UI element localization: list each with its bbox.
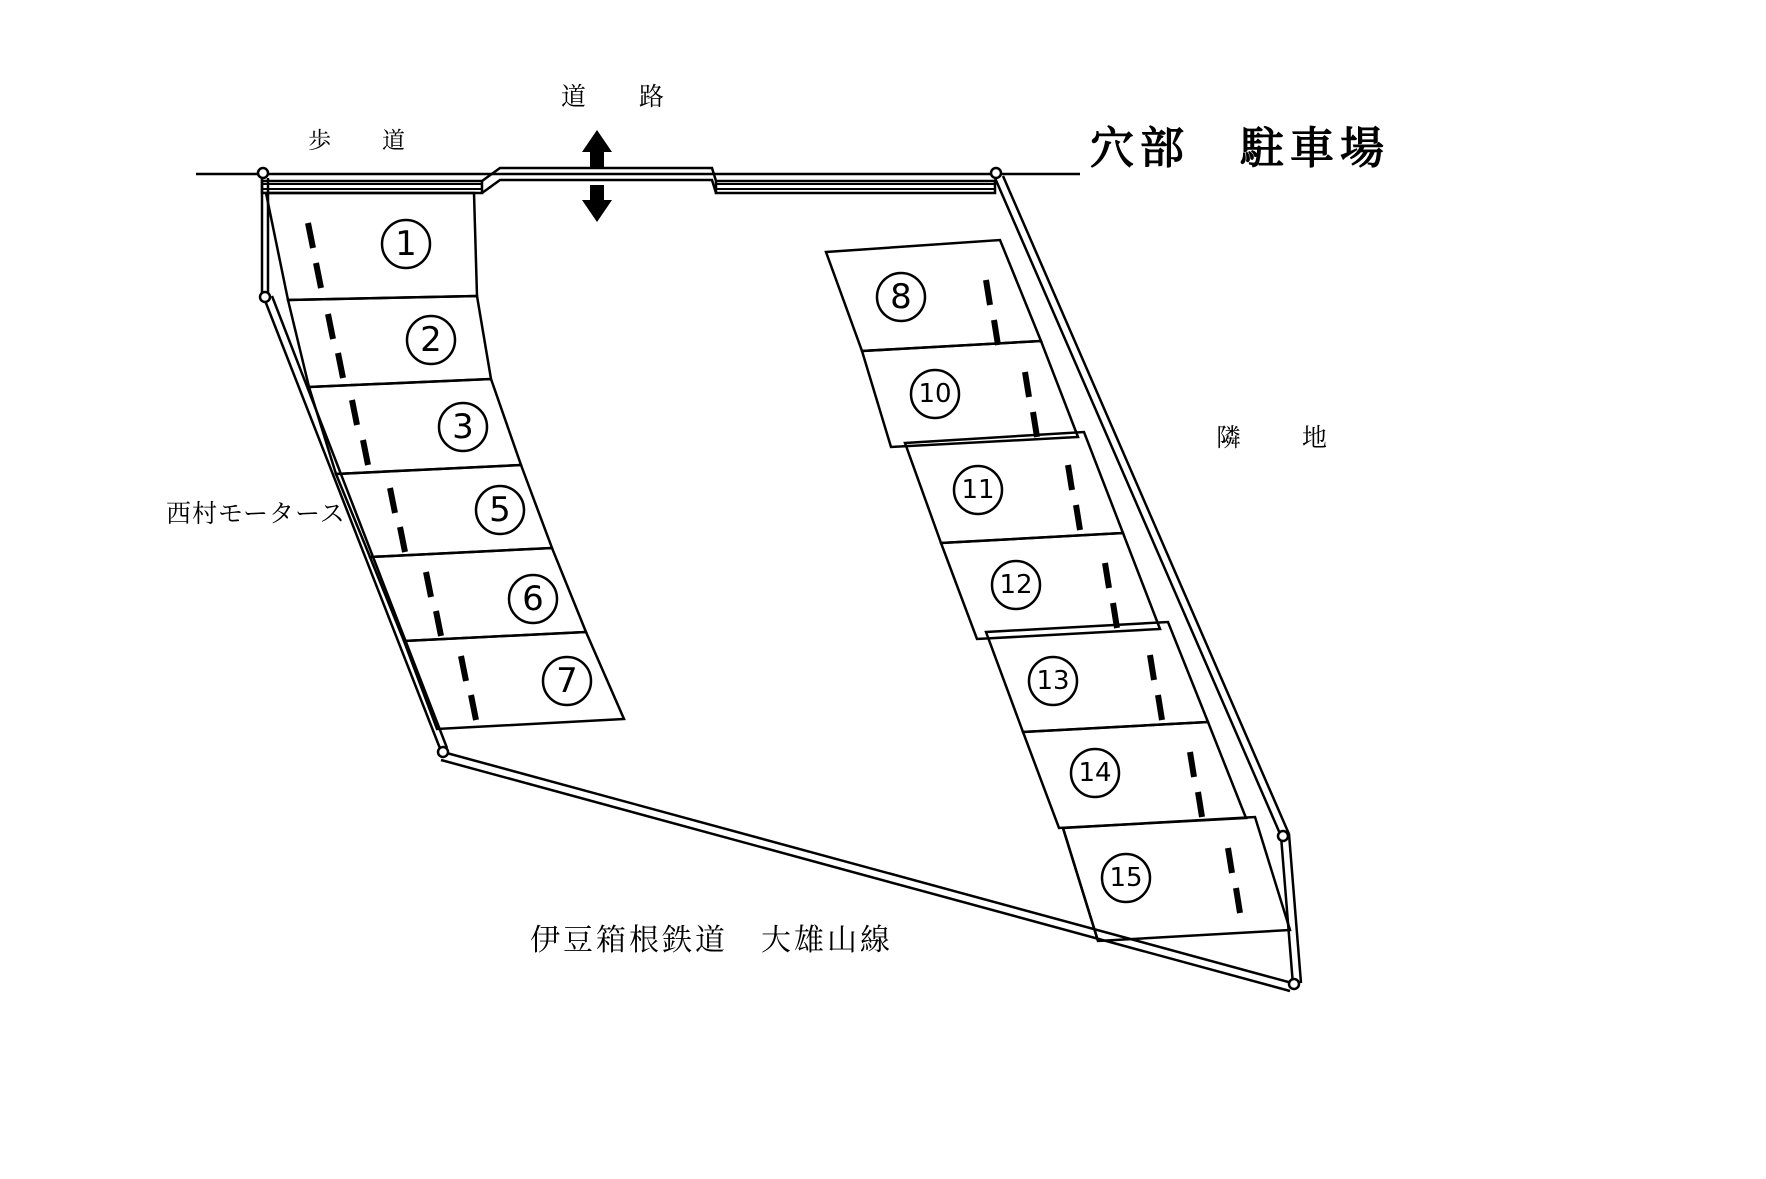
stall-shape-14: [1023, 722, 1246, 828]
page-title: 穴部 駐車場: [1090, 124, 1390, 173]
stall-number-11: 11: [961, 475, 995, 505]
stall-number-1: 1: [395, 224, 417, 264]
stall-number-5: 5: [489, 490, 511, 530]
nishimura-motors-label: 西村モータース: [166, 500, 346, 528]
arrow-up-icon: [582, 130, 612, 167]
neighbor-land-label: 隣 地: [1216, 424, 1346, 452]
stall-shape-1: [266, 193, 477, 300]
sidewalk-strip: [262, 168, 995, 193]
stall-number-6: 6: [522, 579, 544, 619]
stall-number-10: 10: [918, 379, 952, 409]
stall-number-2: 2: [420, 320, 442, 360]
stall-number-13: 13: [1036, 666, 1070, 696]
stall-number-8: 8: [890, 277, 912, 317]
stall-shape-6: [370, 548, 586, 641]
property-boundary-right: [995, 176, 1301, 985]
railway-label: 伊豆箱根鉄道 大雄山線: [530, 924, 893, 957]
stall-shape-11: [905, 432, 1123, 543]
stall-number-14: 14: [1078, 758, 1112, 788]
stall-shape-2: [288, 296, 491, 387]
stall-shape-15: [1063, 817, 1290, 941]
stall-number-12: 12: [999, 570, 1033, 600]
stall-number-circles: [382, 220, 1150, 902]
sidewalk-label: 歩 道: [308, 127, 419, 153]
stall-shape-13: [986, 622, 1208, 732]
stall-shape-8: [826, 240, 1041, 351]
stall-shape-10: [862, 341, 1078, 447]
stall-number-15: 15: [1109, 863, 1143, 893]
arrow-down-icon: [582, 185, 612, 222]
road-label: 道 路: [561, 83, 679, 111]
stall-shape-3: [309, 379, 521, 474]
stall-number-3: 3: [452, 407, 474, 447]
corner-markers: [258, 168, 1299, 989]
stall-number-7: 7: [556, 661, 578, 701]
